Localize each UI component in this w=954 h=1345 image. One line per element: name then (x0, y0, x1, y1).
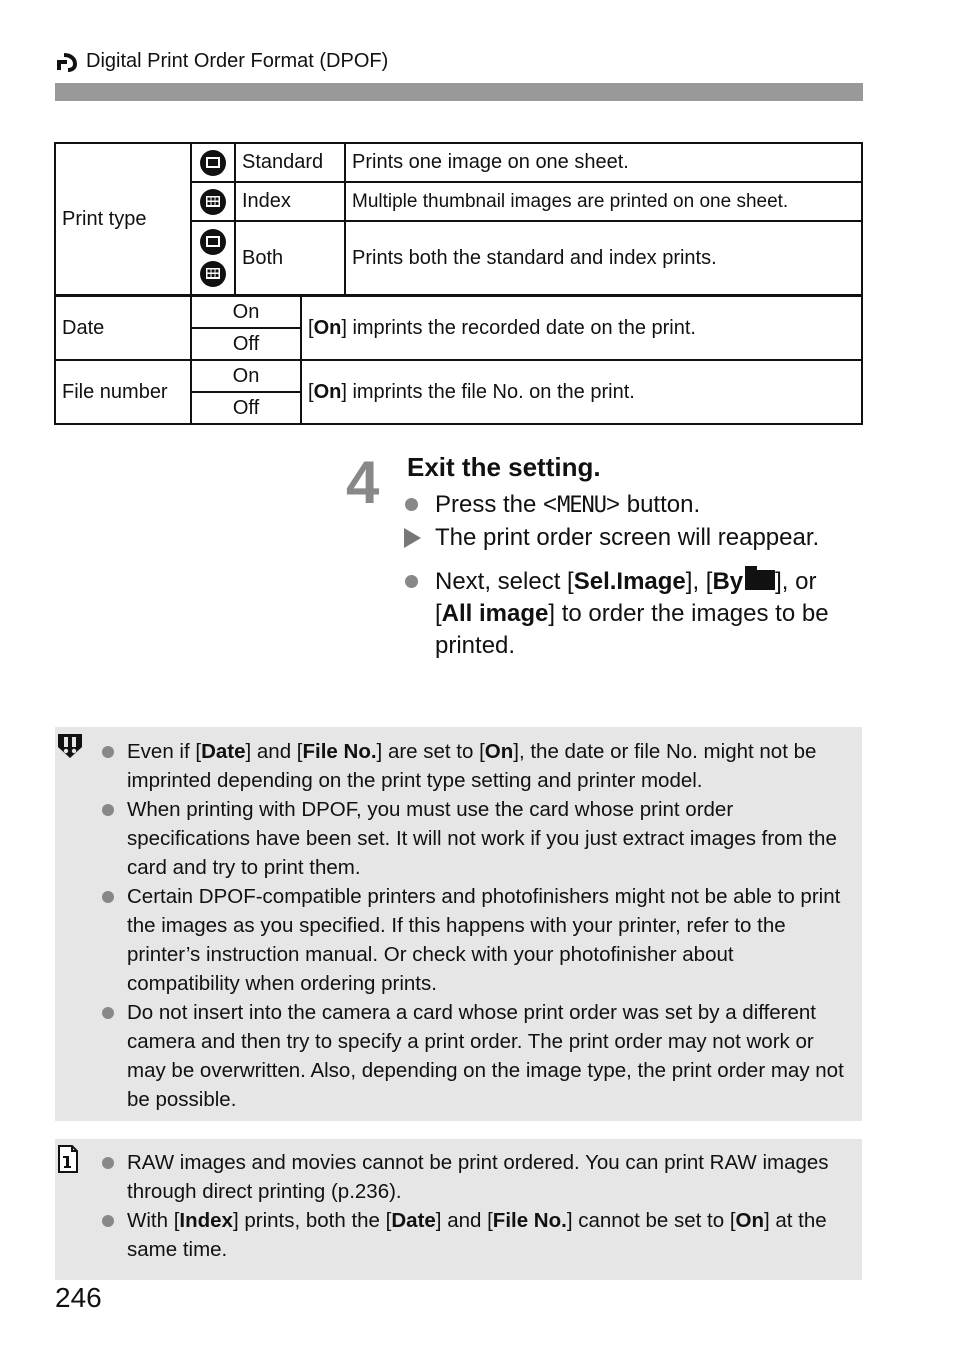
print-options-table (54, 142, 863, 296)
standard-print-icon (199, 149, 227, 177)
file-number-desc: [On] imprints the file No. on the print. (301, 360, 862, 424)
date-on: On (191, 296, 301, 328)
step-number: 4 (346, 449, 380, 516)
index-print-icon (199, 260, 227, 288)
print-type-standard: Standard (235, 143, 345, 182)
folder-icon (745, 570, 775, 590)
page-header (56, 50, 388, 73)
standard-print-icon (199, 228, 227, 256)
print-type-index: Index (235, 182, 345, 221)
date-off: Off (191, 328, 301, 360)
menu-button-icon: MENU (557, 493, 607, 518)
print-type-label: Print type (55, 143, 191, 295)
page-number: 246 (55, 1282, 102, 1313)
print-type-index-desc: Multiple thumbnail images are printed on one sheet. (345, 182, 862, 221)
file-number-off: Off (191, 392, 301, 424)
step-bullet-2: Next, select [Sel.Image], [By ], or [All image] to order the images to be printed. (404, 566, 864, 662)
print-type-both: Both (235, 221, 345, 295)
step-bullet-1: Press the <MENU> button. (404, 489, 864, 522)
file-number-on: On (191, 360, 301, 392)
file-number-label: File number (55, 360, 191, 424)
step-title: Exit the setting. (407, 452, 601, 482)
date-desc: [On] imprints the recorded date on the print. (301, 296, 862, 360)
header-rule (55, 83, 863, 101)
caution-item-3: Certain DPOF-compatible printers and photofinishers might not be able to print the images as you specified. If this happens with your printer, refer to the printer’s instruction manual. Or check with your photofinisher about compatibility when ordering prints. (100, 882, 850, 998)
caution-item-1: Even if [Date] and [File No.] are set to [On], the date or file No. might not be imprinted depending on the print type setting and printer model. (100, 737, 850, 795)
caution-item-4: Do not insert into the camera a card whose print order was set by a different camera and then try to specify a print order. The print order may not work or may be overwritten. Also, depending on the image type, the print order may not be possible. (100, 998, 850, 1114)
both-print-icon (191, 221, 235, 295)
step-instructions (404, 489, 864, 662)
caution-box (55, 727, 862, 1121)
bullet-icon (405, 498, 418, 511)
print-type-both-desc: Prints both the standard and index prints. (345, 221, 862, 295)
date-label: Date (55, 296, 191, 360)
step-result: The print order screen will reappear. (404, 522, 864, 554)
result-arrow-icon (404, 528, 421, 548)
note-box (55, 1139, 862, 1280)
date-filenumber-table (54, 295, 863, 425)
bullet-icon (405, 575, 418, 588)
note-item-2: With [Index] prints, both the [Date] and [File No.] cannot be set to [On] at the same time. (100, 1206, 850, 1264)
header-title: Digital Print Order Format (DPOF) (86, 50, 389, 72)
note-icon (57, 1144, 79, 1174)
print-icon (56, 51, 78, 73)
caution-item-2: When printing with DPOF, you must use the card whose print order specifications have been set. It will not work if you just extract images from the card and try to print them. (100, 795, 850, 882)
caution-icon (55, 731, 85, 759)
print-type-standard-desc: Prints one image on one sheet. (345, 143, 862, 182)
index-print-icon (199, 188, 227, 216)
note-item-1: RAW images and movies cannot be print ordered. You can print RAW images through direct printing (p.236). (100, 1148, 850, 1206)
